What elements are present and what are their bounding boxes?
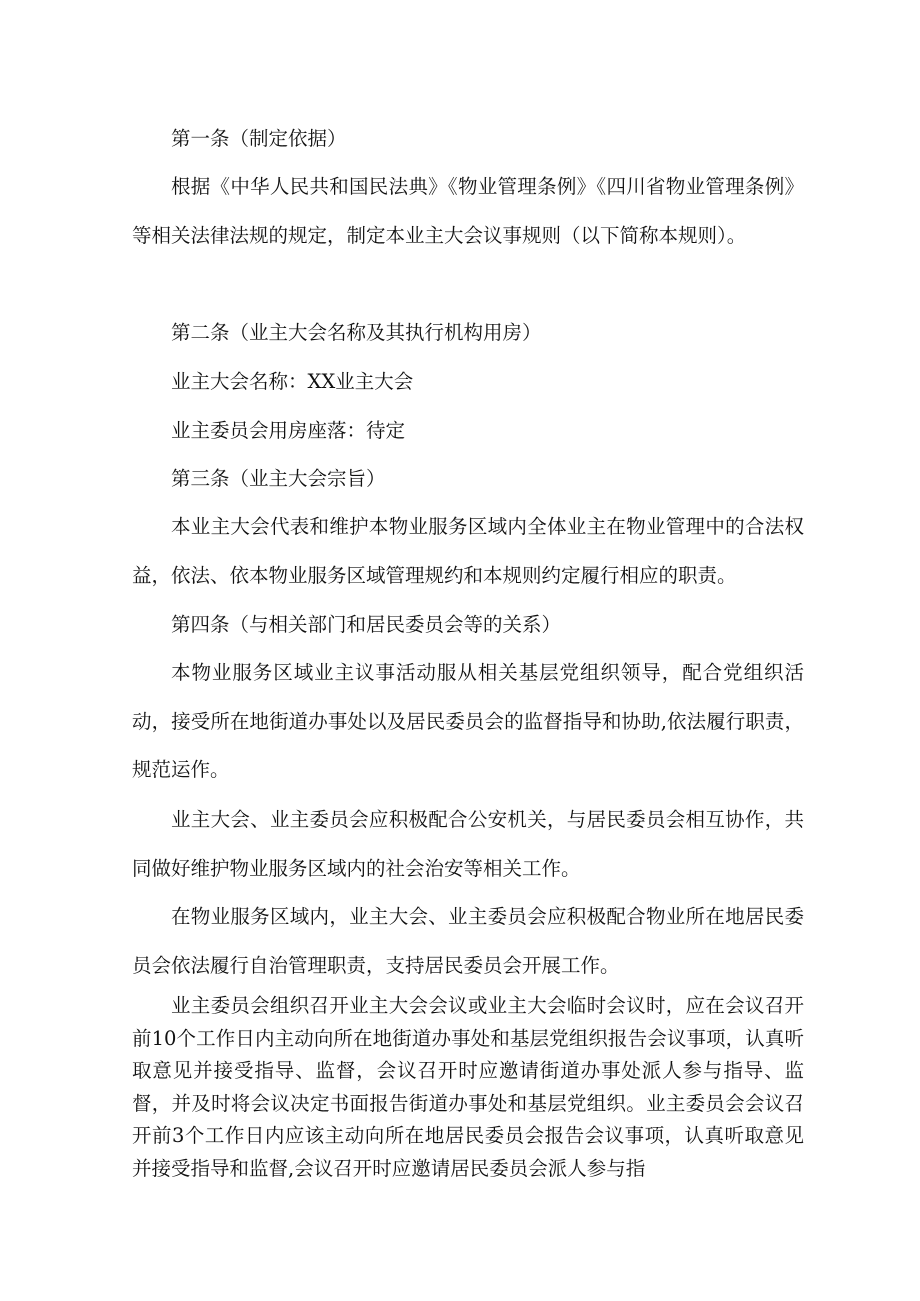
article-2-heading: 第二条（业主大会名称及其执行机构用房） <box>171 321 542 344</box>
assembly-name-line: 业主大会名称：XX业主大会 <box>171 370 414 393</box>
article-4-body-2: 业主大会、业主委员会应积极配合公安机关，与居民委员会相互协作，共同做好维护物业服务区域内的社会治安等相关工作。 <box>132 808 804 880</box>
article-4-heading: 第四条（与相关部门和居民委员会等的关系） <box>171 613 562 636</box>
article-4-body-4: 业主委员会组织召开业主大会会议或业主大会临时会议时，应在会议召开前10个工作日内主动向所在地街道办事处和基层党组织报告会议事项，认真听取意见并接受指导、监督，会议召开时应邀请街道办事处派人参与指导、监督，并及时将会议决定书面报告街道办事处和基层党组织。业主委员会会议召开前3个工作日内应该主动向所在地居民委员会报告会议事项，认真听取意见并接受指导和监督,会议召开时应邀请居民委员会派人参与指 <box>132 994 804 1180</box>
article-4-body-1: 本物业服务区域业主议事活动服从相关基层党组织领导，配合党组织活动，接受所在地街道办事处以及居民委员会的监督指导和协助,依法履行职责，规范运作。 <box>132 661 804 781</box>
article-4-body-3: 在物业服务区域内，业主大会、业主委员会应积极配合物业所在地居民委员会依法履行自治管理职责，支持居民委员会开展工作。 <box>132 905 804 977</box>
article-3-heading: 第三条（业主大会宗旨） <box>171 467 386 490</box>
article-3-body: 本业主大会代表和维护本物业服务区域内全体业主在物业管理中的合法权益，依法、依本物业服务区域管理规约和本规则约定履行相应的职责。 <box>132 515 804 587</box>
article-1-body: 根据《中华人民共和国民法典》《物业管理条例》《四川省物业管理条例》等相关法律法规的规定，制定本业主大会议事规则（以下简称本规则）。 <box>132 175 804 247</box>
committee-office-line: 业主委员会用房座落：待定 <box>171 419 406 442</box>
article-1-heading: 第一条（制定依据） <box>171 127 347 150</box>
